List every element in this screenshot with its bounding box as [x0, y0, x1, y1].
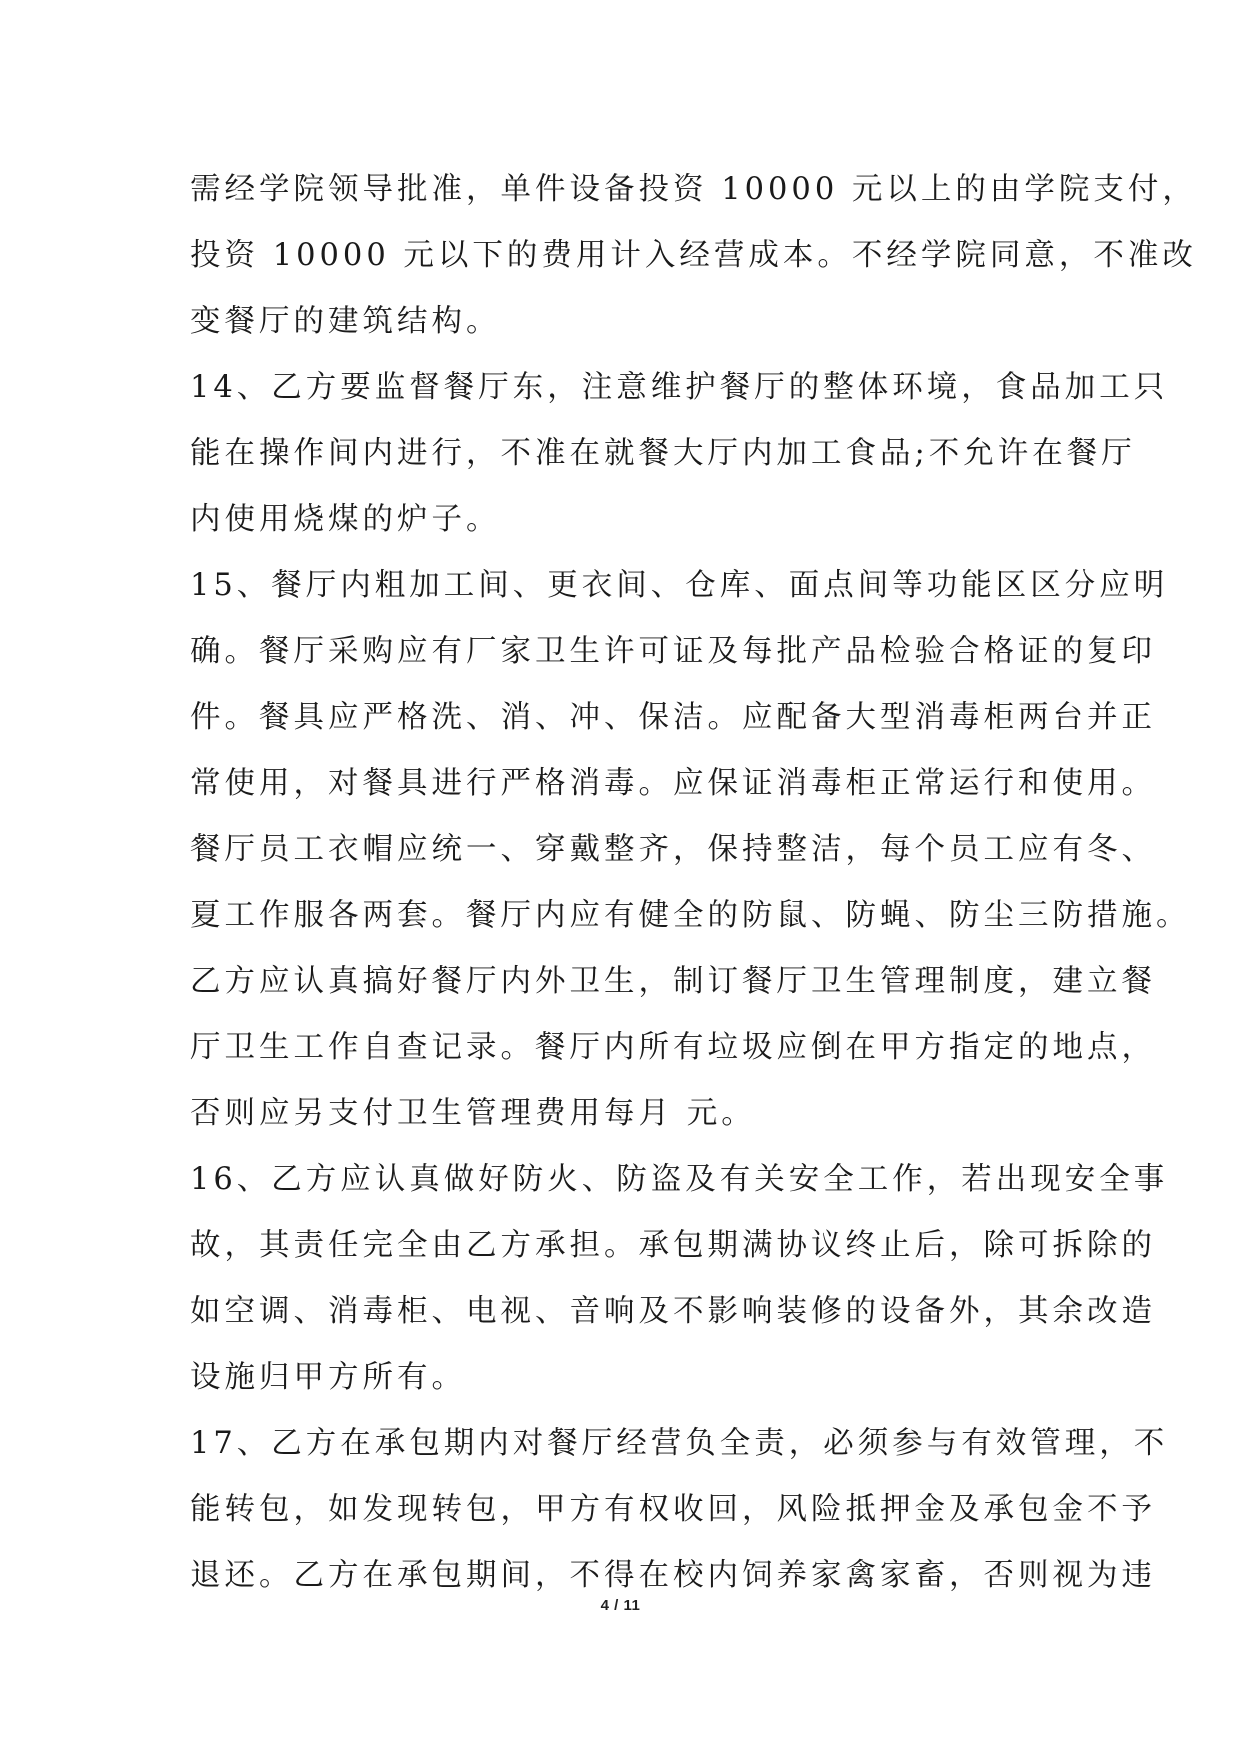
- text-line: 15、餐厅内粗加工间、更衣间、仓库、面点间等功能区区分应明: [190, 568, 1169, 603]
- text-line: 16、乙方应认真做好防火、防盗及有关安全工作，若出现安全事: [190, 1162, 1169, 1197]
- text-line: 能在操作间内进行，不准在就餐大厅内加工食品;不允许在餐厅: [190, 436, 1136, 471]
- text-line: 退还。乙方在承包期间，不得在校内饲养家禽家畜，否则视为违: [190, 1558, 1156, 1593]
- page-number: 4 / 11: [600, 1597, 641, 1614]
- text-line: 故，其责任完全由乙方承担。承包期满协议终止后，除可拆除的: [190, 1228, 1156, 1263]
- text-line: 常使用，对餐具进行严格消毒。应保证消毒柜正常运行和使用。: [190, 766, 1156, 801]
- text-line: 能转包，如发现转包，甲方有权收回，风险抵押金及承包金不予: [190, 1492, 1156, 1527]
- text-line: 变餐厅的建筑结构。: [190, 304, 501, 339]
- text-line: 夏工作服各两套。餐厅内应有健全的防鼠、防蝇、防尘三防措施。: [190, 898, 1191, 933]
- text-line: 17、乙方在承包期内对餐厅经营负全责，必须参与有效管理，不: [190, 1426, 1169, 1461]
- text-line: 厅卫生工作自查记录。餐厅内所有垃圾应倒在甲方指定的地点，: [190, 1030, 1156, 1065]
- text-line: 如空调、消毒柜、电视、音响及不影响装修的设备外，其余改造: [190, 1294, 1156, 1329]
- text-line: 餐厅员工衣帽应统一、穿戴整齐，保持整洁，每个员工应有冬、: [190, 832, 1156, 867]
- text-line: 否则应另支付卫生管理费用每月 元。: [190, 1096, 756, 1131]
- text-line: 投资 10000 元以下的费用计入经营成本。不经学院同意，不准改: [190, 238, 1197, 273]
- text-line: 乙方应认真搞好餐厅内外卫生，制订餐厅卫生管理制度，建立餐: [190, 964, 1156, 999]
- text-line: 设施归甲方所有。: [190, 1360, 466, 1395]
- text-line: 需经学院领导批准，单件设备投资 10000 元以上的由学院支付，: [190, 172, 1197, 207]
- text-line: 确。餐厅采购应有厂家卫生许可证及每批产品检验合格证的复印: [190, 634, 1156, 669]
- text-line: 内使用烧煤的炉子。: [190, 502, 501, 537]
- document-body: [190, 157, 1197, 1609]
- text-line: 14、乙方要监督餐厅东，注意维护餐厅的整体环境，食品加工只: [190, 370, 1169, 405]
- text-line: 件。餐具应严格洗、消、冲、保洁。应配备大型消毒柜两台并正: [190, 700, 1156, 735]
